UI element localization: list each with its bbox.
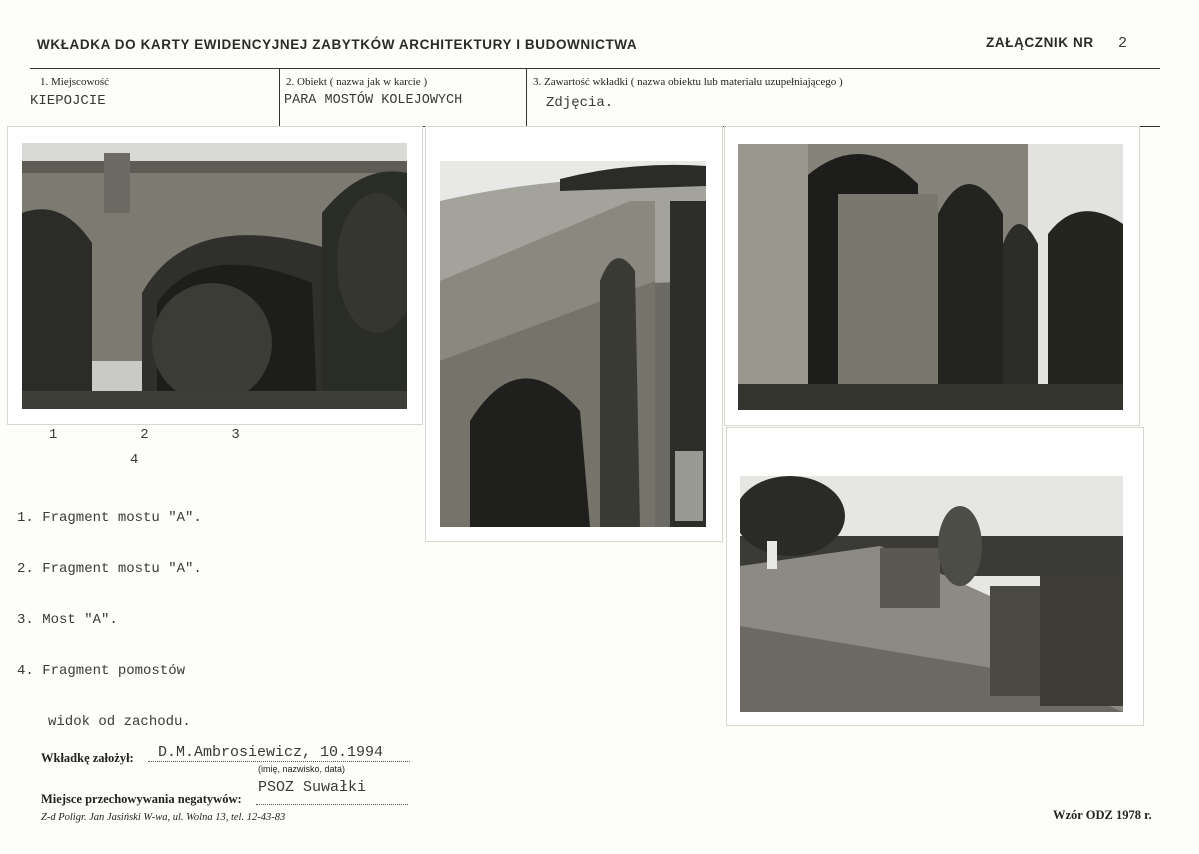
photo-4-image <box>740 476 1123 712</box>
photo-1 <box>8 127 422 424</box>
printer-info: Z-d Poligr. Jan Jasiński W-wa, ul. Wolna 13, tel. 12-43-83 <box>41 812 286 823</box>
photo-layout-row-1: 1 2 3 <box>49 427 262 443</box>
object-label: 2. Obiekt ( nazwa jak w karcie ) <box>286 76 428 88</box>
locality-value: KIEPOJCIE <box>30 93 106 109</box>
storage-value: PSOZ Suwałki <box>258 779 367 796</box>
caption-1: 1. Fragment mostu "A". <box>17 510 202 526</box>
founder-hint: (imię, nazwisko, data) <box>258 764 346 774</box>
storage-label: Miejsce przechowywania negatywów: <box>41 792 242 806</box>
photo-layout-row-2: 4 <box>130 452 139 468</box>
header-rule <box>30 68 1160 69</box>
form-model: Wzór ODZ 1978 r. <box>1053 808 1152 822</box>
photo-3 <box>725 127 1139 425</box>
caption-4: 4. Fragment pomostów <box>17 663 186 679</box>
photo-4 <box>727 428 1143 725</box>
photo-1-image <box>22 143 407 409</box>
photo-3-image <box>738 144 1123 410</box>
founder-value: D.M.Ambrosiewicz, 10.1994 <box>158 744 384 761</box>
attachment-label: ZAŁĄCZNIK NR <box>986 35 1094 50</box>
caption-list <box>17 476 202 748</box>
content-value: Zdjęcia. <box>546 95 614 111</box>
caption-3: 3. Most "A". <box>17 612 118 628</box>
caption-4-cont: widok od zachodu. <box>48 714 191 730</box>
photo-2-image <box>440 161 706 527</box>
field-divider-2 <box>526 68 527 126</box>
content-label: 3. Zawartość wkładki ( nazwa obiektu lub materiału uzupełniającego ) <box>533 76 843 88</box>
attachment-number: 2 <box>1118 35 1128 52</box>
caption-2: 2. Fragment mostu "A". <box>17 561 202 577</box>
locality-label: 1. Miejscowość <box>40 76 110 88</box>
field-divider-1 <box>279 68 280 126</box>
photo-2 <box>426 127 722 541</box>
document-title: WKŁADKA DO KARTY EWIDENCYJNEJ ZABYTKÓW ARCHITEKTURY I BUDOWNICTWA <box>37 37 638 52</box>
founder-label: Wkładkę założył: <box>41 751 134 765</box>
object-value: PARA MOSTÓW KOLEJOWYCH <box>284 93 463 108</box>
